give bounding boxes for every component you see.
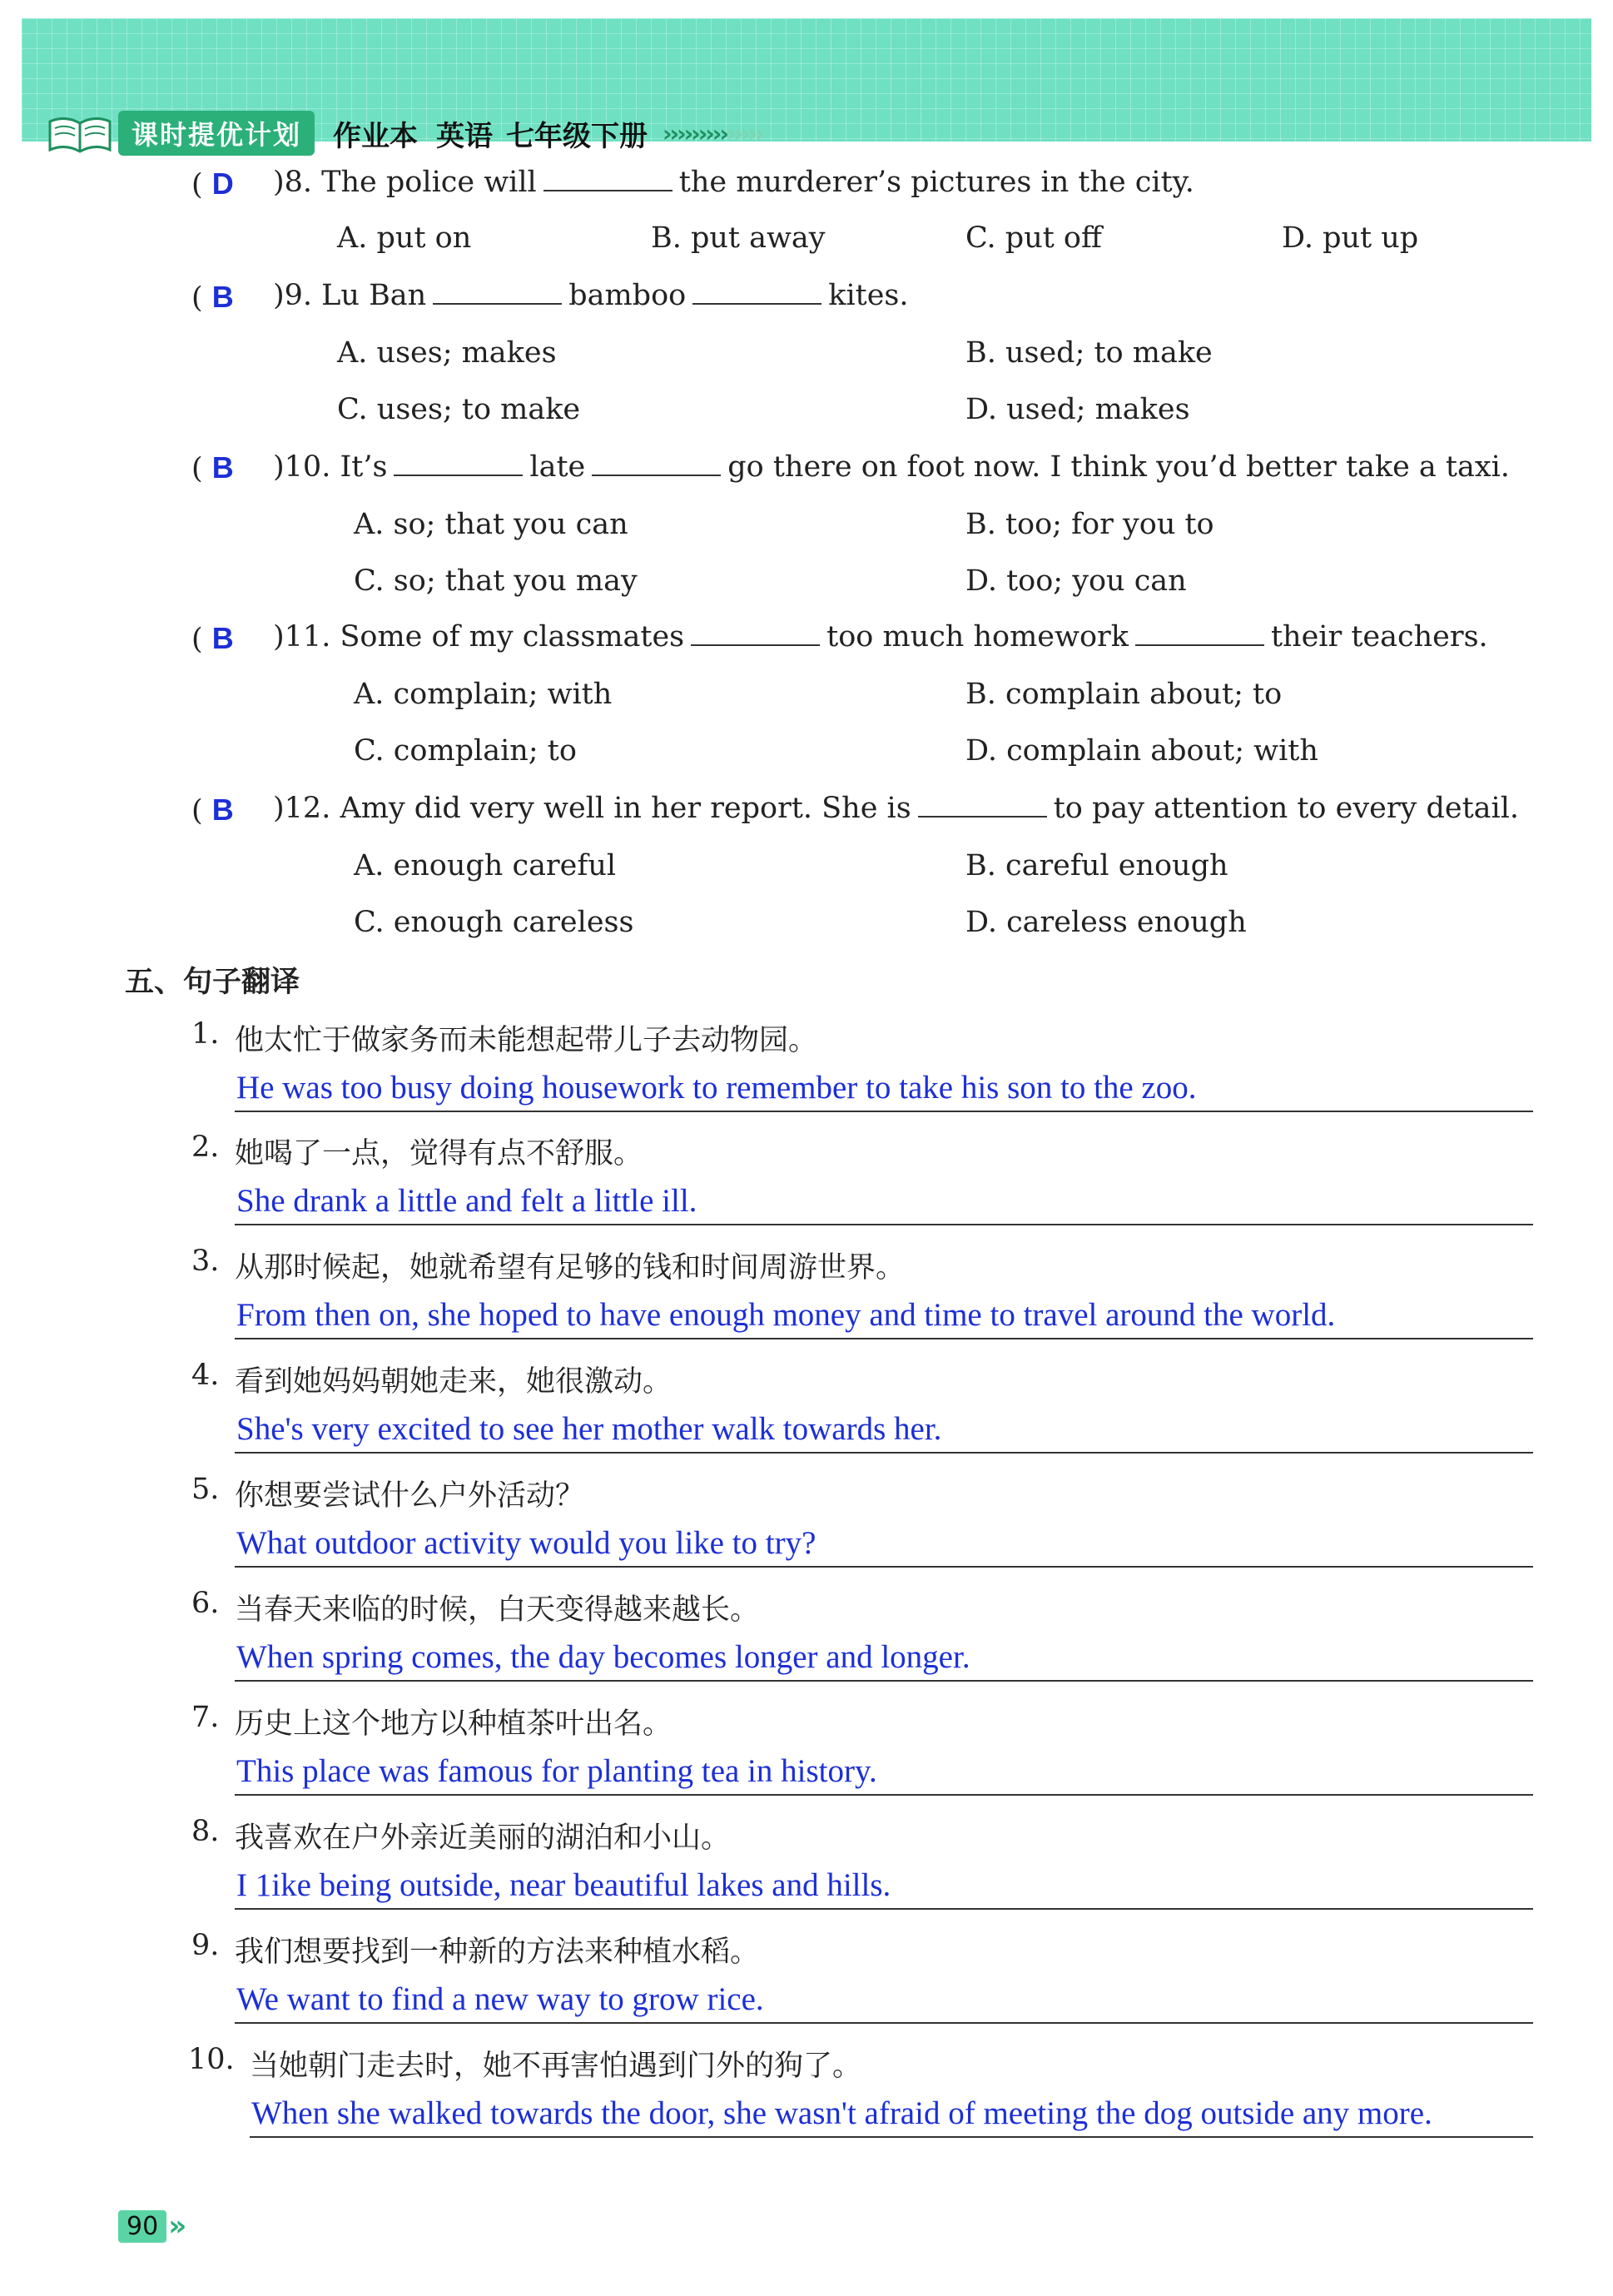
translation-2-number: 2. xyxy=(191,1131,220,1164)
answer-9: B xyxy=(211,280,234,314)
translation-6-chinese: 当春天来临的时候，白天变得越来越长。 xyxy=(235,1593,760,1627)
option-8b: B. put away xyxy=(651,221,826,255)
translation-1-english: He was too busy doing housework to remember to take his son to the zoo. xyxy=(236,1070,1197,1106)
option-12a: A. enough careful xyxy=(354,849,617,882)
option-12d: D. careless enough xyxy=(965,906,1247,939)
translation-3-number: 3. xyxy=(191,1245,220,1278)
page-number: 90 ›› xyxy=(118,2208,181,2244)
translation-8-chinese: 我喜欢在户外亲近美丽的湖泊和小山。 xyxy=(235,1821,731,1855)
translation-10-english: When she walked towards the door, she wasn't afraid of meeting the dog outside any more. xyxy=(251,2095,1432,2131)
answer-10: B xyxy=(211,450,234,485)
option-11d: D. complain about; with xyxy=(965,734,1318,768)
translation-9-chinese: 我们想要找到一种新的方法来种植水稻。 xyxy=(235,1936,760,1969)
brand-label: 课时提优计划 xyxy=(118,111,315,156)
answer-12: B xyxy=(211,793,234,827)
section-title: 五、句子翻译 xyxy=(125,966,300,999)
translation-9-number: 9. xyxy=(191,1929,220,1962)
subject: 英语 xyxy=(436,119,494,153)
answer-8: D xyxy=(211,166,234,201)
answer-line xyxy=(250,2136,1533,2138)
translation-7-number: 7. xyxy=(191,1701,220,1734)
book-type: 作业本 xyxy=(333,119,419,153)
translation-7-chinese: 历史上这个地方以种植茶叶出名。 xyxy=(235,1707,672,1741)
translation-3-chinese: 从那时候起，她就希望有足够的钱和时间周游世界。 xyxy=(235,1251,906,1285)
translation-5-chinese: 你想要尝试什么户外活动？ xyxy=(235,1479,585,1513)
answer-11: B xyxy=(211,621,234,655)
option-12b: B. careful enough xyxy=(965,849,1228,882)
answer-line xyxy=(235,1908,1533,1910)
option-9a: A. uses; makes xyxy=(337,336,557,370)
translation-4-english: She's very excited to see her mother walk towards her. xyxy=(236,1411,942,1447)
option-11b: B. complain about; to xyxy=(965,678,1283,711)
option-9c: C. uses; to make xyxy=(337,393,581,426)
option-8d: D. put up xyxy=(1282,221,1419,255)
answer-line xyxy=(235,1566,1533,1568)
translation-8-number: 8. xyxy=(191,1815,220,1848)
translation-1-chinese: 他太忙于做家务而未能想起带儿子去动物园。 xyxy=(235,1024,818,1057)
option-9d: D. used; makes xyxy=(965,393,1190,426)
grade: 七年级下册 xyxy=(506,119,648,153)
question-11-bracket: ( B xyxy=(191,621,234,656)
answer-line xyxy=(235,1111,1533,1112)
translation-10-number: 10. xyxy=(188,2043,235,2076)
answer-line xyxy=(235,1794,1533,1796)
option-12c: C. enough careless xyxy=(354,906,634,939)
option-8c: C. put off xyxy=(965,221,1102,255)
translation-2-chinese: 她喝了一点，觉得有点不舒服。 xyxy=(235,1137,643,1170)
translation-4-chinese: 看到她妈妈朝她走来，她很激动。 xyxy=(235,1365,672,1399)
option-10b: B. too; for you to xyxy=(965,508,1214,541)
question-8: )8. The police will the murderer’s pictures in the city. xyxy=(273,166,1194,199)
question-9: )9. Lu Ban bamboo kites. xyxy=(273,279,909,312)
question-9-bracket: ( B xyxy=(191,280,234,315)
question-10-bracket: ( B xyxy=(191,450,234,485)
translation-6-number: 6. xyxy=(191,1587,220,1620)
open-book-icon xyxy=(47,113,113,153)
question-8-bracket: ( D xyxy=(191,166,234,201)
translation-9-english: We want to find a new way to grow rice. xyxy=(236,1981,764,2017)
answer-line xyxy=(235,1224,1533,1225)
header-band xyxy=(22,18,1591,153)
translation-8-english: I 1ike being outside, near beautiful lakes and hills. xyxy=(236,1867,891,1903)
header-chevrons: ›››››››››››››› xyxy=(663,119,762,147)
option-11c: C. complain; to xyxy=(354,734,577,768)
question-11: )11. Some of my classmates too much homework their teachers. xyxy=(273,620,1488,654)
translation-6-english: When spring comes, the day becomes longer and longer. xyxy=(236,1639,970,1675)
header-bar xyxy=(47,110,762,157)
translation-5-number: 5. xyxy=(191,1473,220,1506)
option-10d: D. too; you can xyxy=(965,564,1187,598)
question-10: )10. It’s late go there on foot now. I think you’d better take a taxi. xyxy=(273,450,1510,484)
translation-2-english: She drank a little and felt a little ill. xyxy=(236,1183,697,1219)
page-chevron-icon: ›› xyxy=(168,2209,182,2243)
translation-7-english: This place was famous for planting tea in history. xyxy=(236,1753,877,1789)
question-12-bracket: ( B xyxy=(191,793,234,827)
answer-line xyxy=(235,1338,1533,1339)
translation-3-english: From then on, she hoped to have enough money and time to travel around the world. xyxy=(236,1297,1336,1333)
translation-5-english: What outdoor activity would you like to try? xyxy=(236,1525,816,1561)
answer-line xyxy=(235,2022,1533,2024)
translation-4-number: 4. xyxy=(191,1359,220,1392)
answer-line xyxy=(235,1452,1533,1454)
option-10a: A. so; that you can xyxy=(354,508,628,541)
question-12: )12. Amy did very well in her report. She is to pay attention to every detail. xyxy=(273,792,1520,825)
option-10c: C. so; that you may xyxy=(354,564,638,598)
answer-line xyxy=(235,1680,1533,1682)
translation-1-number: 1. xyxy=(191,1017,220,1051)
option-11a: A. complain; with xyxy=(354,678,613,711)
blank xyxy=(543,165,672,191)
option-9b: B. used; to make xyxy=(965,336,1213,370)
option-8a: A. put on xyxy=(337,221,472,255)
translation-10-chinese: 当她朝门走去时，她不再害怕遇到门外的狗了。 xyxy=(250,2050,862,2083)
